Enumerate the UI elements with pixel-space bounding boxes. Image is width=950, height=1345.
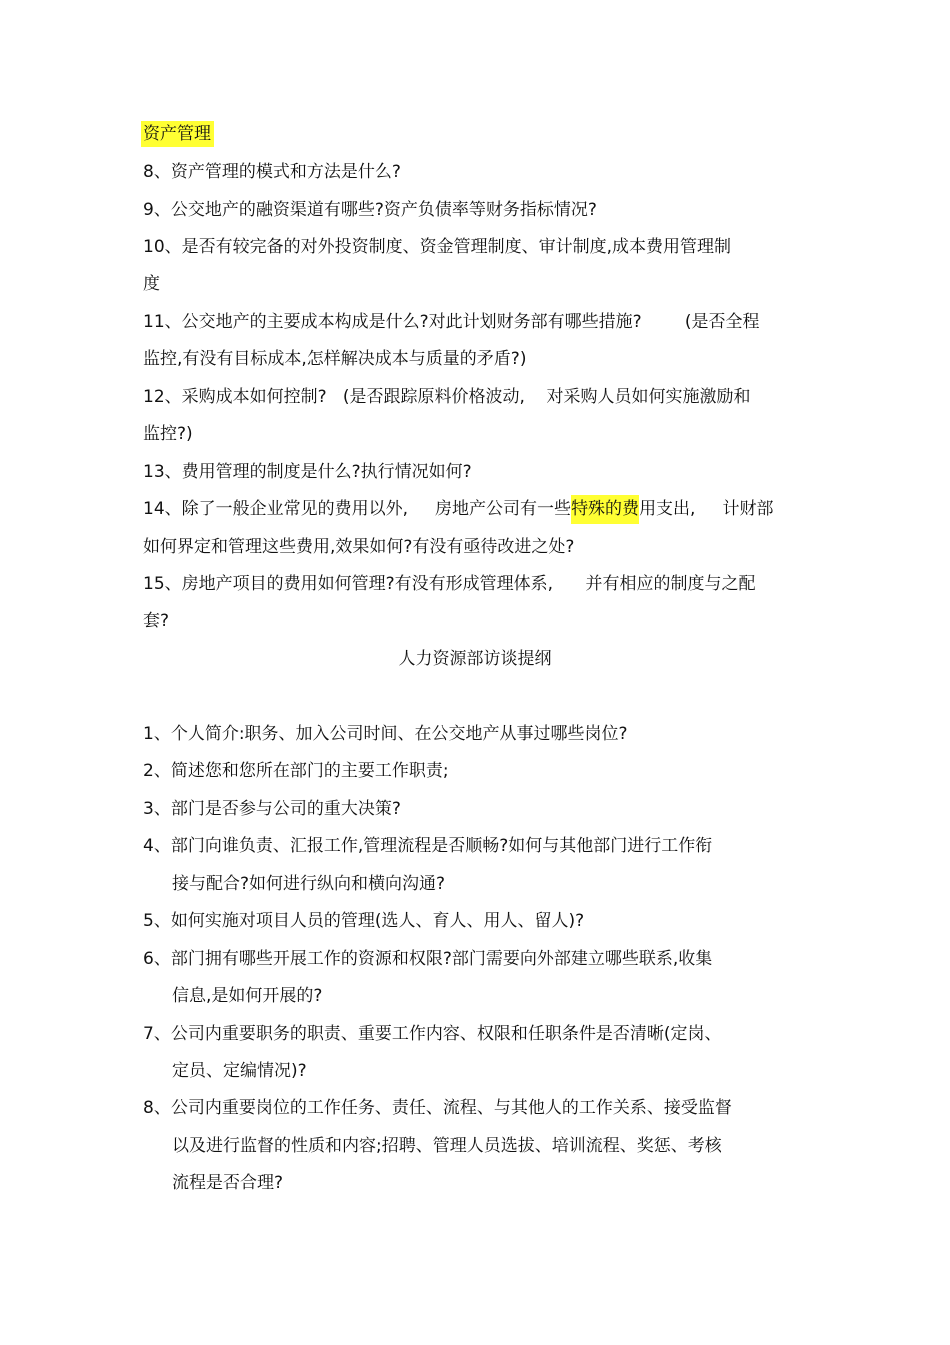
hr-question-7-line-2: 定员、定编情况)?: [172, 1061, 307, 1081]
question-10-line-1: 10、是否有较完备的对外投资制度、资金管理制度、审计制度,成本费用管理制: [143, 237, 732, 257]
question-11-line-1: 11、公交地产的主要成本构成是什么?对此计划财务部有哪些措施? (是否全程: [143, 312, 760, 332]
highlighted-phrase: 特殊的费: [571, 495, 639, 524]
hr-question-6-line-1: 6、部门拥有哪些开展工作的资源和权限?部门需要向外部建立哪些联系,收集: [143, 949, 713, 969]
highlighted-heading: 资产管理: [141, 121, 214, 147]
hr-question-5: 5、如何实施对项目人员的管理(选人、育人、用人、留人)?: [143, 911, 585, 931]
question-11-line-2: 监控,有没有目标成本,怎样解决成本与质量的矛盾?): [143, 349, 527, 369]
question-8: 8、资产管理的模式和方法是什么?: [143, 162, 401, 182]
hr-question-2: 2、简述您和您所在部门的主要工作职责;: [143, 761, 449, 781]
question-14-line-2: 如何界定和管理这些费用,效果如何?有没有亟待改进之处?: [143, 537, 575, 557]
hr-question-8-line-2: 以及进行监督的性质和内容;招聘、管理人员选拔、培训流程、奖惩、考核: [172, 1136, 722, 1156]
question-13: 13、费用管理的制度是什么?执行情况如何?: [143, 462, 472, 482]
question-12-line-1: 12、采购成本如何控制? (是否跟踪原料价格波动, 对采购人员如何实施激励和: [143, 387, 751, 407]
question-9: 9、公交地产的融资渠道有哪些?资产负债率等财务指标情况?: [143, 200, 597, 220]
question-12-line-2: 监控?): [143, 424, 193, 444]
hr-question-4-line-2: 接与配合?如何进行纵向和横向沟通?: [172, 874, 446, 894]
question-14-line-1: [143, 498, 774, 520]
section-heading-asset-management: [143, 123, 214, 145]
question-15-line-2: 套?: [143, 611, 170, 631]
question-10-line-2: 度: [143, 274, 160, 294]
hr-section-title: 人力资源部访谈提纲: [398, 649, 552, 669]
hr-question-1: 1、个人简介:职务、加入公司时间、在公交地产从事过哪些岗位?: [143, 724, 628, 744]
hr-question-7-line-1: 7、公司内重要职务的职责、重要工作内容、权限和任职条件是否清晰(定岗、: [143, 1024, 722, 1044]
hr-question-8-line-1: 8、公司内重要岗位的工作任务、责任、流程、与其他人的工作关系、接受监督: [143, 1098, 732, 1118]
question-14-text-after: 用支出, 计财部: [639, 499, 774, 519]
hr-question-4-line-1: 4、部门向谁负责、汇报工作,管理流程是否顺畅?如何与其他部门进行工作衔: [143, 836, 713, 856]
hr-question-8-line-3: 流程是否合理?: [172, 1173, 284, 1193]
question-15-line-1: 15、房地产项目的费用如何管理?有没有形成管理体系, 并有相应的制度与之配: [143, 574, 756, 594]
hr-question-3: 3、部门是否参与公司的重大决策?: [143, 799, 401, 819]
hr-question-6-line-2: 信息,是如何开展的?: [172, 986, 323, 1006]
question-14-text-before: 14、除了一般企业常见的费用以外, 房地产公司有一些: [143, 499, 572, 519]
